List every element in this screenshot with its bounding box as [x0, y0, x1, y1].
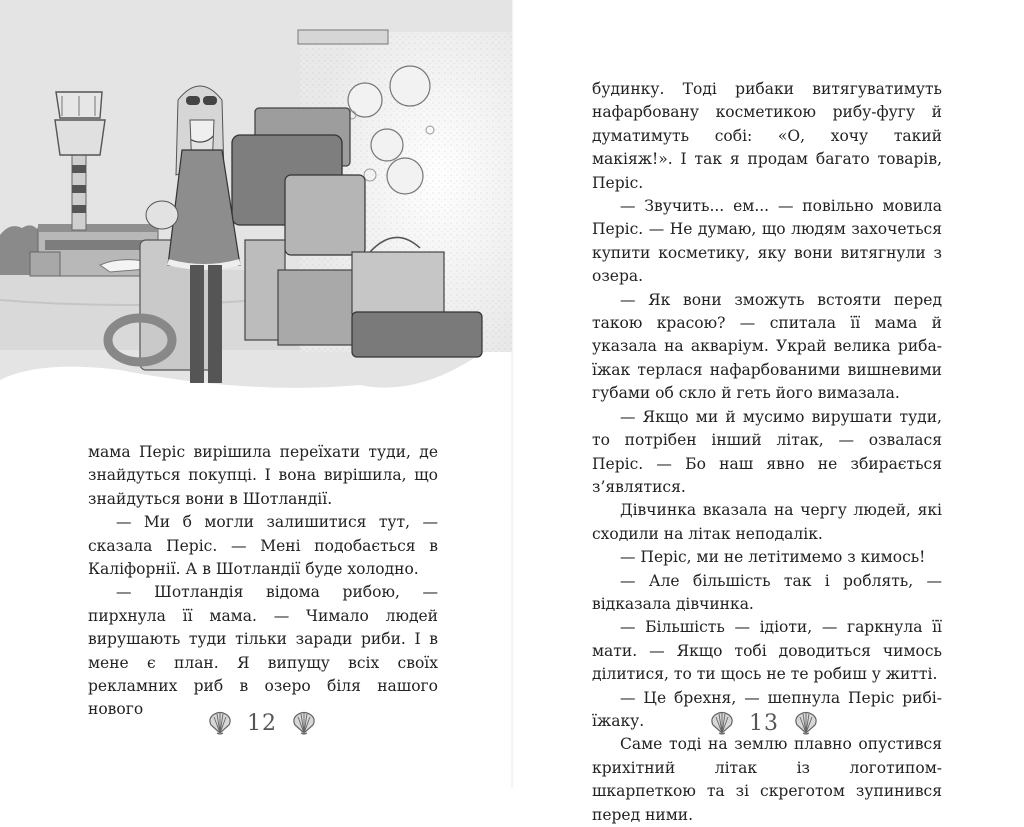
page-number: 13 [749, 710, 779, 736]
page-footer [192, 708, 332, 738]
paragraph: — Але більшість так і роблять, — відказала дівчинка. [592, 571, 942, 613]
airport-girl-luggage-fish-illustration [0, 0, 512, 400]
seashell-icon [291, 711, 317, 735]
paragraph: — Це брехня, — шепнула Періс рибі-їжаку. [592, 688, 942, 730]
paragraph: будинку. Тоді рибаки витягуватимуть нафарбовану косметикою рибу-фугу й думатимуть собі: «О, хочу такий макіяж!». І так я продам багато товарів, Періс. [592, 80, 942, 192]
left-page [0, 0, 512, 788]
right-page [512, 0, 1024, 824]
page-number: 12 [247, 710, 277, 736]
paragraph: — Звучить... ем... — повільно мовила Періс. — Не думаю, що людям захочеться купити косметику, яку вони витягнули з озера. [592, 197, 942, 286]
paragraph: Дівчинка вказала на чергу людей, які сходили на літак неподалік. [592, 501, 942, 543]
paragraph: — Періс, ми не летітимемо з кимось! [620, 548, 926, 567]
paragraph: мама Періс вирішила переїхати туди, де знайдуться покупці. І вона вирішила, що знайдуться вони в Шотландії. [88, 443, 438, 508]
seashell-icon [207, 711, 233, 735]
seashell-icon [793, 711, 819, 735]
paragraph: — Більшість — ідіоти, — гаркнула її мати. — Якщо тобі доводиться чимось ділитися, то ти щось не те робиш у житті. [592, 618, 942, 684]
left-page-text [88, 441, 438, 722]
paragraph: Саме тоді на землю плавно опустився крихітний літак із логотипом-шкарпеткою та зі скреготом зупинився перед ними. [592, 735, 942, 824]
paragraph: — Як вони зможуть встояти перед такою красою? — спитала її мама й указала на акваріум. Украй велика риба-їжак терлася нафарбованими вишневими губами об скло й геть його вимазала. [592, 290, 942, 403]
page-footer [694, 708, 834, 738]
paragraph: — Якщо ми й мусимо вирушати туди, то потрібен інший літак, — озвалася Періс. — Бо наш явно не збирається з’являтися. [592, 407, 942, 496]
seashell-icon [709, 711, 735, 735]
paragraph: — Ми б могли залишитися тут, — сказала Періс. — Мені подобається в Каліфорнії. А в Шотландії буде холодно. [88, 513, 438, 579]
paragraph: — Шотландія відома рибою, — пирхнула її мама. — Чимало людей вирушають туди тільки заради риби. І в мене є план. Я випущу всіх своїх рекламних риб в озеро біля нашого нового [88, 583, 438, 719]
